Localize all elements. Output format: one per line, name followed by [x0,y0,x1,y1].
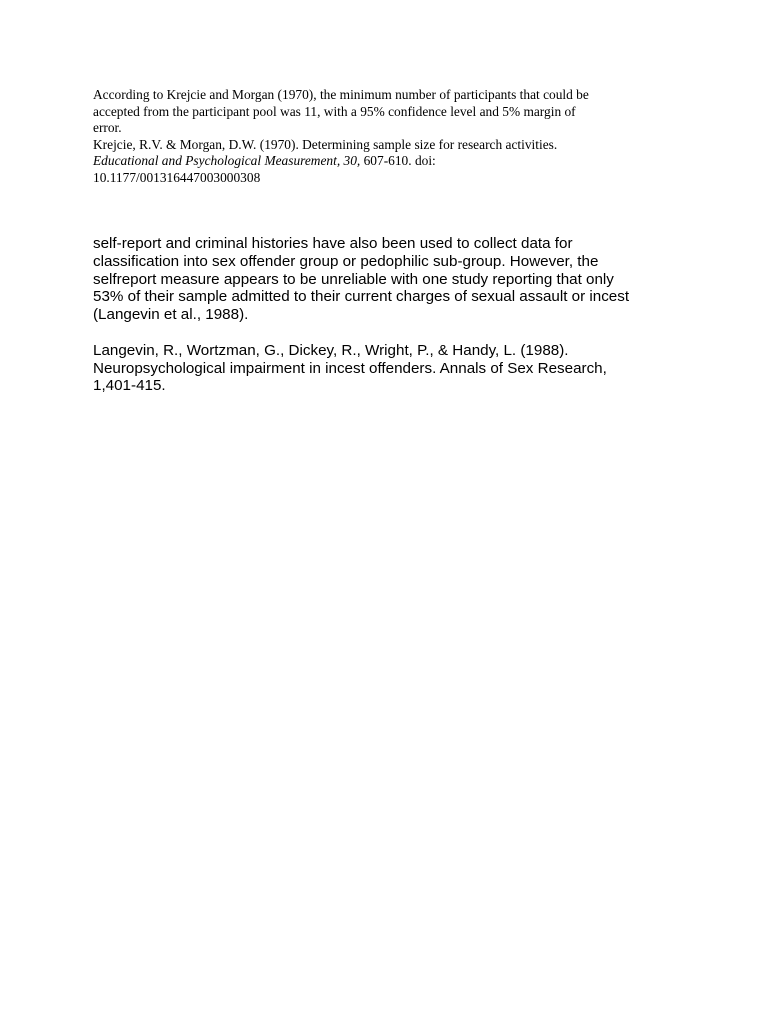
excerpt-line-4: 53% of their sample admitted to their current charges of sexual assault or incest [93,288,630,306]
citation-journal: Educational and Psychological Measurement, 30, [93,153,361,168]
excerpt-block [93,235,673,395]
note-line-1: According to Krejcie and Morgan (1970), the minimum number of participants that could be [93,87,589,102]
reference-line-3: 1,401-415. [93,377,166,395]
excerpt-line-1: self-report and criminal histories have also been used to collect data for [93,235,573,252]
excerpt-line-2: classification into sex offender group or pedophilic sub-group. However, the [93,252,599,270]
langevin-reference [93,342,673,395]
sample-size-paragraph [93,87,683,137]
excerpt-line-5: (Langevin et al., 1988). [93,306,249,324]
note-line-2: accepted from the participant pool was 11, with a 95% confidence level and 5% margin of [93,103,576,119]
excerpt-line-3: selfreport measure appears to be unreliable with one study reporting that only [93,270,614,288]
citation-pages-doi-label: 607-610. doi: [360,153,436,168]
krejcie-morgan-citation [93,137,683,187]
citation-line-1: Krejcie, R.V. & Morgan, D.W. (1970). Determining sample size for research activities. [93,136,558,152]
citation-line-2 [93,153,683,170]
excerpt-paragraph [93,235,673,324]
reference-line-2: Neuropsychological impairment in incest offenders. Annals of Sex Research, [93,359,607,377]
reference-line-1: Langevin, R., Wortzman, G., Dickey, R., Wright, P., & Handy, L. (1988). [93,341,569,359]
sample-size-note [93,87,683,186]
note-line-3: error. [93,120,122,135]
citation-doi: 10.1177/001316447003000308 [93,169,261,185]
